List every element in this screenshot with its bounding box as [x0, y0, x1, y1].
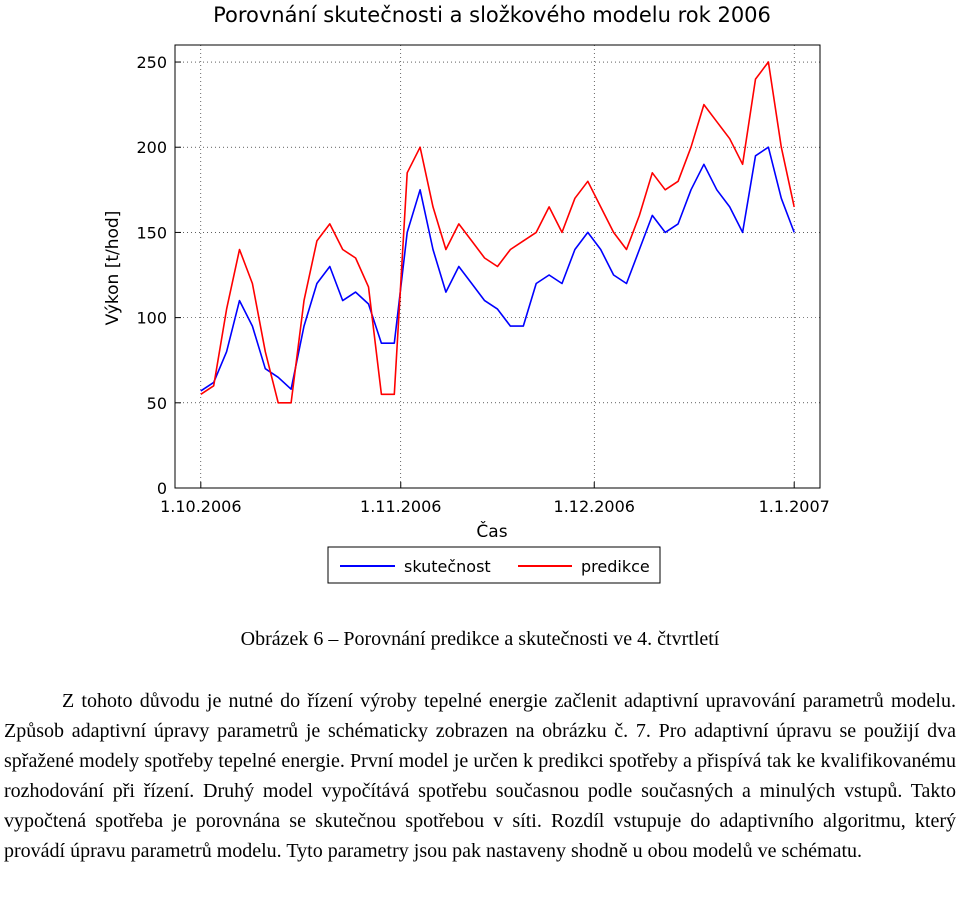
- series-line-skutecnost: [201, 147, 794, 391]
- chart-title: Porovnání skutečnosti a složkového modelu rok 2006: [213, 3, 771, 27]
- y-tick-label: 150: [136, 223, 167, 243]
- series-line-predikce: [201, 62, 794, 403]
- y-tick-label: 250: [136, 53, 167, 73]
- y-tick-label: 50: [146, 393, 167, 413]
- x-axis-label: Čas: [476, 522, 508, 542]
- y-tick-label: 0: [156, 479, 167, 498]
- body-paragraph: Z tohoto důvodu je nutné do řízení výroby tepelné energie začlenit adaptivní upravování parametrů modelu. Způsob adaptivní úpravy parametrů je schématicky zobrazen na obrázku č. 7. Pro adaptivní úpravu se použijí dva spřažené modely spotřeby tepelné energie. První model je určen k predikci spotřeby a přispívá tak ke kvalifikovanému rozhodování při řízení. Druhý model vypočítává spotřebu současnou podle současných a minulých vstupů. Takto vypočtená spotřeba je porovnána se skutečnou spotřebou v síti. Rozdíl vstupuje do adaptivního algoritmu, který provádí úpravu parametrů modelu. Tyto parametry jsou pak nastaveny shodně u obou modelů ve schématu.: [4, 690, 956, 862]
- x-tick-label: 1.10.2006: [160, 497, 242, 516]
- y-axis-label: Výkon [t/hod]: [103, 210, 123, 326]
- x-tick-label: 1.11.2006: [360, 497, 442, 516]
- series-layer: [201, 62, 794, 403]
- legend-label-predikce: predikce: [581, 557, 650, 576]
- legend-label-skutecnost: skutečnost: [404, 557, 491, 576]
- y-tick-label: 200: [136, 138, 167, 158]
- x-tick-label: 1.1.2007: [758, 497, 830, 516]
- y-axis: [136, 53, 181, 498]
- x-axis: [160, 482, 830, 516]
- figure-caption: Obrázek 6 – Porovnání predikce a skutečnosti ve 4. čtvrtletí: [240, 628, 720, 650]
- legend: [328, 547, 660, 583]
- y-tick-label: 100: [136, 308, 167, 328]
- x-tick-label: 1.12.2006: [553, 497, 635, 516]
